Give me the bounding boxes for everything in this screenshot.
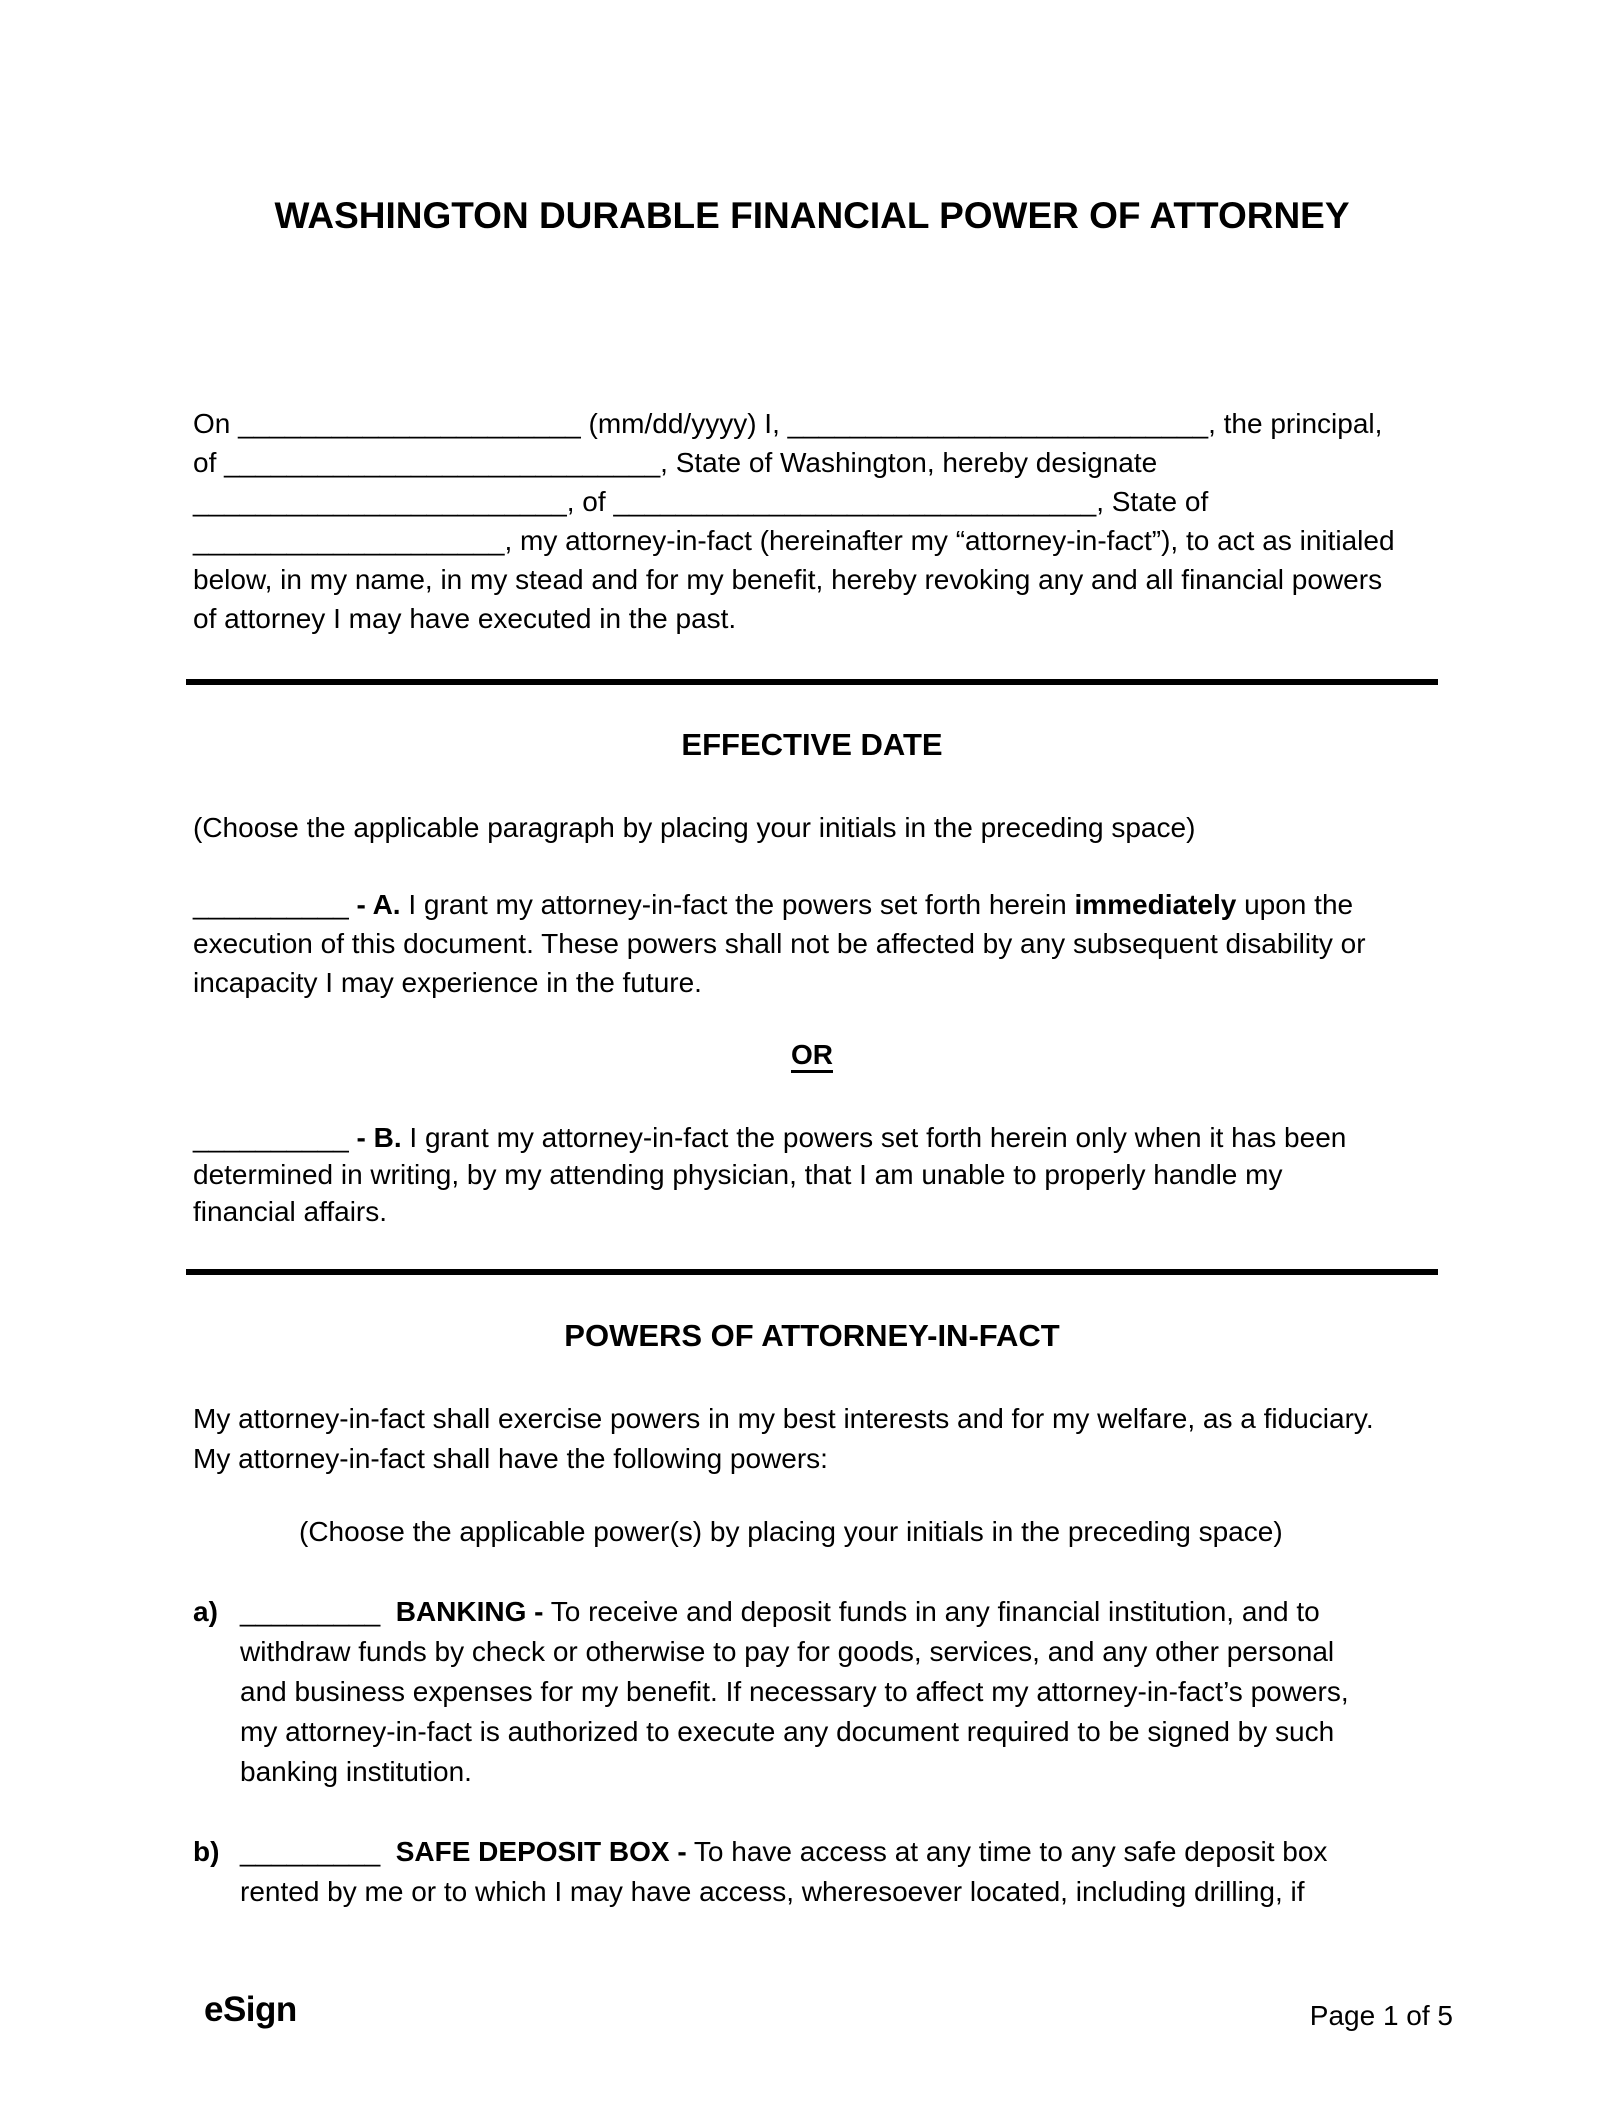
text-run	[349, 1122, 357, 1153]
fill-in-blank: ____________________________	[224, 447, 661, 478]
text-run: below, in my name, in my stead and for my benefit, hereby revoking any and all financial powers	[193, 564, 1383, 595]
text-run: execution of this document. These powers shall not be affected by any subsequent disability or	[193, 928, 1366, 959]
text-run: - A.	[356, 889, 401, 920]
text-run: rented by me or to which I may have access, wheresoever located, including drilling, if	[240, 1876, 1305, 1907]
fill-in-blank: _________	[240, 1836, 381, 1867]
text-run: To receive and deposit funds in any financial institution, and to	[543, 1596, 1320, 1627]
fill-in-blank: _________	[240, 1596, 381, 1627]
text-run: SAFE DEPOSIT BOX -	[395, 1836, 687, 1867]
intro-paragraph	[193, 404, 1463, 638]
text-run: , State of	[1096, 486, 1209, 517]
text-line	[240, 1712, 1463, 1752]
text-line	[240, 1592, 1463, 1632]
text-run: I grant my attorney-in-fact the powers set forth herein	[400, 889, 1075, 920]
text-run: , State of Washington, hereby designate	[660, 447, 1158, 478]
fill-in-blank: ___________________________	[787, 408, 1209, 439]
fill-in-blank: _______________________________	[613, 486, 1097, 517]
text-run	[349, 889, 357, 920]
text-line	[193, 1439, 1463, 1479]
item-marker: b)	[193, 1836, 220, 1867]
section-heading-powers: POWERS OF ATTORNEY-IN-FACT	[564, 1318, 1060, 1353]
text-line	[193, 560, 1463, 599]
text-run: BANKING -	[395, 1596, 544, 1627]
section-heading-effective-date: EFFECTIVE DATE	[681, 727, 943, 762]
text-line	[193, 885, 1463, 924]
text-run: banking institution.	[240, 1756, 472, 1787]
text-run: On	[193, 408, 239, 439]
text-line	[193, 963, 1463, 1002]
text-line	[193, 443, 1463, 482]
text-run: - B.	[356, 1122, 402, 1153]
text-line	[240, 1632, 1463, 1672]
fill-in-blank: ________________________	[193, 486, 567, 517]
text-run: , the principal,	[1208, 408, 1383, 439]
section-divider	[186, 679, 1438, 685]
text-run: withdraw funds by check or otherwise to pay for goods, services, and any other personal	[240, 1636, 1335, 1667]
text-line	[193, 1119, 1463, 1156]
text-run: My attorney-in-fact shall exercise powers in my best interests and for my welfare, as a fiduciary.	[193, 1403, 1374, 1434]
text-run: I grant my attorney-in-fact the powers set forth herein only when it has been	[401, 1122, 1347, 1153]
text-run: immediately	[1074, 889, 1237, 920]
or-separator: OR	[791, 1039, 833, 1070]
document-title: WASHINGTON DURABLE FINANCIAL POWER OF ATTORNEY	[274, 195, 1350, 236]
text-run: of attorney I may have executed in the past.	[193, 603, 737, 634]
text-run: upon the	[1236, 889, 1354, 920]
fiduciary-paragraph	[193, 1399, 1463, 1479]
fill-in-blank: __________	[193, 1122, 349, 1153]
text-run: , of	[566, 486, 614, 517]
text-line	[240, 1672, 1463, 1712]
text-run: determined in writing, by my attending physician, that I am unable to properly handle my	[193, 1159, 1283, 1190]
text-run: financial affairs.	[193, 1196, 388, 1227]
text-run: incapacity I may experience in the future.	[193, 967, 702, 998]
paragraph-b	[193, 1119, 1463, 1230]
text-line	[193, 404, 1463, 443]
item-marker: a)	[193, 1596, 218, 1627]
text-line	[193, 482, 1463, 521]
text-run: To have access at any time to any safe deposit box	[686, 1836, 1328, 1867]
text-line	[193, 1193, 1463, 1230]
text-run: My attorney-in-fact shall have the following powers:	[193, 1443, 828, 1474]
power-item-banking	[193, 1592, 1463, 1792]
instruction-note-powers: (Choose the applicable power(s) by placing your initials in the preceding space)	[299, 1516, 1283, 1547]
power-item-safe-deposit-box	[193, 1832, 1463, 1912]
text-run: (mm/dd/yyyy) I,	[580, 408, 788, 439]
power-item-safe-deposit-box-text	[240, 1832, 1463, 1912]
text-line	[240, 1832, 1463, 1872]
section-divider	[186, 1269, 1438, 1275]
text-line	[193, 599, 1463, 638]
fill-in-blank: ____________________	[193, 525, 505, 556]
text-line	[193, 521, 1463, 560]
paragraph-a	[193, 885, 1463, 1002]
text-run: and business expenses for my benefit. If necessary to affect my attorney-in-fact’s powers,	[240, 1676, 1349, 1707]
power-item-banking-text	[240, 1592, 1463, 1792]
page-number-label: Page 1 of 5	[1309, 2000, 1453, 2031]
text-run: , my attorney-in-fact (hereinafter my “attorney-in-fact”), to act as initialed	[504, 525, 1395, 556]
text-run: of	[193, 447, 225, 478]
text-line	[240, 1872, 1463, 1912]
fill-in-blank: ______________________	[238, 408, 581, 439]
esign-logo: eSign	[204, 1990, 297, 2029]
fill-in-blank: __________	[193, 889, 349, 920]
instruction-note-effective-date: (Choose the applicable paragraph by placing your initials in the preceding space)	[193, 812, 1196, 843]
text-run: my attorney-in-fact is authorized to execute any document required to be signed by such	[240, 1716, 1335, 1747]
text-line	[240, 1752, 1463, 1792]
text-line	[193, 924, 1463, 963]
text-line	[193, 1156, 1463, 1193]
text-line	[193, 1399, 1463, 1439]
text-run	[380, 1836, 396, 1867]
text-run	[380, 1596, 396, 1627]
